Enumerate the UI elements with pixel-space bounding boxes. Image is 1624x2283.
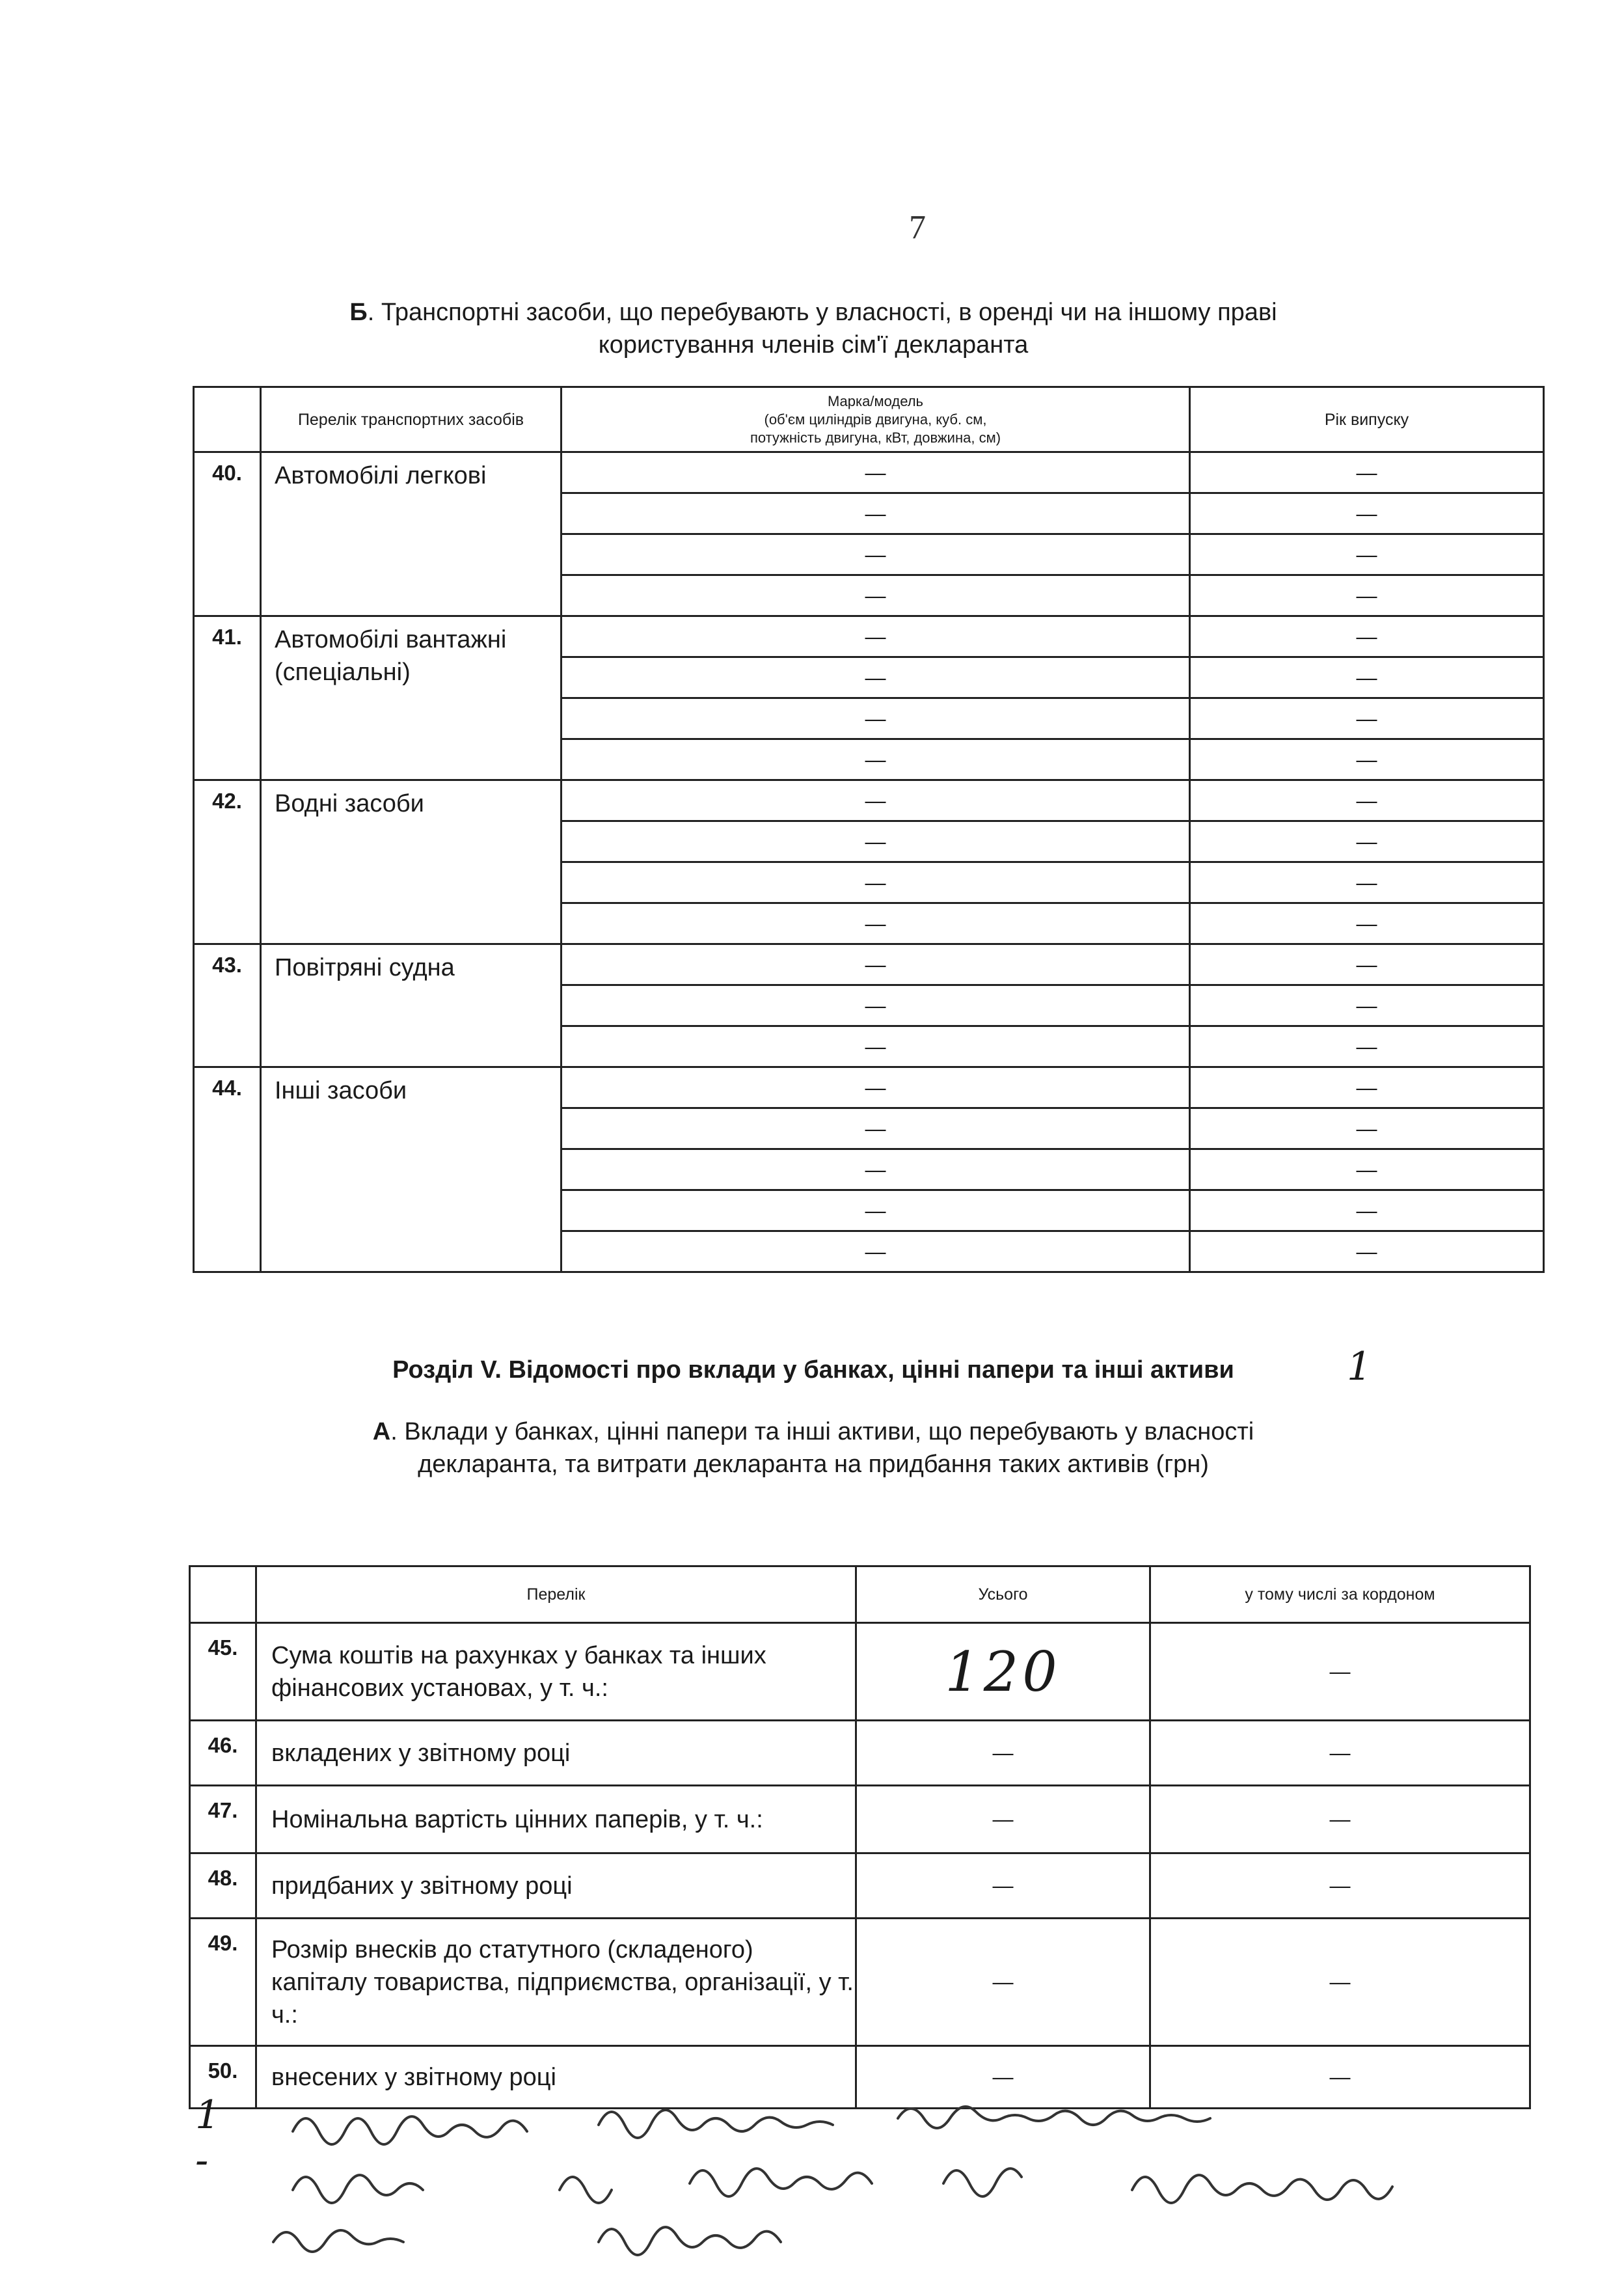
asset-row: [190, 1919, 1530, 2046]
asset-row: [190, 1853, 1530, 1919]
asset-total-cell: —: [856, 2046, 1150, 2109]
section-v-title: Розділ V. Відомості про вклади у банках, цінні папери та інші активи: [392, 1356, 1234, 1384]
row-number: 45.: [190, 1623, 256, 1721]
page-number: 7: [909, 209, 926, 246]
vehicle-year-cell: —: [1190, 1190, 1544, 1231]
header-asset-list: Перелік: [256, 1566, 856, 1623]
vehicle-model-cell: —: [562, 1067, 1190, 1108]
section-b-letter: Б: [349, 299, 368, 326]
asset-total-cell: —: [856, 1919, 1150, 2046]
vehicle-model-cell: —: [562, 821, 1190, 862]
header-model: [562, 387, 1190, 452]
asset-row: [190, 1623, 1530, 1721]
header-vehicle-list: Перелік транспортних засобів: [261, 387, 562, 452]
vehicle-year-cell: —: [1190, 739, 1544, 780]
vehicle-model-cell: —: [562, 698, 1190, 739]
vehicle-year-cell: —: [1190, 1108, 1544, 1149]
asset-total-cell: [856, 1623, 1150, 1721]
asset-row: [190, 1721, 1530, 1786]
asset-name: Сума коштів на рахунках у банках та інших фінансових установах, у т. ч.:: [256, 1623, 856, 1721]
assets-table-header: [190, 1566, 1530, 1623]
vehicle-model-cell: —: [562, 616, 1190, 657]
vehicle-year-cell: —: [1190, 985, 1544, 1026]
vehicle-year-cell: —: [1190, 493, 1544, 534]
section-b-title-line2: користування членів сім'ї декларанта: [598, 331, 1029, 359]
asset-total-cell: —: [856, 1721, 1150, 1786]
vehicle-model-cell: —: [562, 493, 1190, 534]
handwritten-footnote-marker: 1 -: [195, 2092, 221, 2183]
vehicle-year-cell: —: [1190, 452, 1544, 493]
vehicle-model-cell: —: [562, 985, 1190, 1026]
header-model-line3: потужність двигуна, кВт, довжина, см): [750, 429, 1001, 446]
vehicle-category: Автомобілі легкові: [261, 452, 562, 616]
vehicle-year-cell: —: [1190, 903, 1544, 944]
row-number: 50.: [190, 2046, 256, 2109]
vehicle-model-cell: —: [562, 1108, 1190, 1149]
section-b-heading: [195, 296, 1431, 361]
vehicle-year-cell: —: [1190, 1149, 1544, 1190]
handwriting-scribble-icon: [195, 2092, 1614, 2275]
vehicle-row: [194, 452, 1544, 493]
row-number: 46.: [190, 1721, 256, 1786]
vehicle-category: Повітряні судна: [261, 944, 562, 1067]
vehicle-category: Автомобілі вантажні (спеціальні): [261, 616, 562, 780]
vehicle-model-cell: —: [562, 1149, 1190, 1190]
row-number: 42.: [194, 780, 261, 944]
vehicle-model-cell: —: [562, 862, 1190, 903]
header-abroad: у тому числі за кордоном: [1150, 1566, 1530, 1623]
asset-abroad-cell: —: [1150, 1853, 1530, 1919]
asset-abroad-cell: —: [1150, 1919, 1530, 2046]
vehicles-table-header: [194, 387, 1544, 452]
vehicle-year-cell: —: [1190, 944, 1544, 985]
vehicle-year-cell: —: [1190, 780, 1544, 821]
vehicle-model-cell: —: [562, 452, 1190, 493]
section-a-title: . Вклади у банках, цінні папери та інші активи, що перебувають у власності: [390, 1418, 1254, 1445]
asset-abroad-cell: —: [1150, 1786, 1530, 1853]
asset-name: вкладених у звітному році: [256, 1721, 856, 1786]
asset-abroad-cell: —: [1150, 2046, 1530, 2109]
section-a-letter: А: [372, 1418, 391, 1445]
row-number: 41.: [194, 616, 261, 780]
header-model-line2: (об'єм циліндрів двигуна, куб. см,: [764, 411, 987, 428]
header-total: Усього: [856, 1566, 1150, 1623]
vehicle-model-cell: —: [562, 903, 1190, 944]
vehicle-year-cell: —: [1190, 616, 1544, 657]
vehicles-table: [193, 386, 1545, 1273]
section-v-heading: [195, 1354, 1431, 1386]
handwritten-amount: 120: [945, 1639, 1061, 1704]
assets-table-body: [190, 1623, 1530, 2109]
assets-table: [189, 1565, 1531, 2109]
vehicle-row: [194, 616, 1544, 657]
vehicle-model-cell: —: [562, 575, 1190, 616]
vehicles-table-body: [194, 452, 1544, 1272]
vehicle-model-cell: —: [562, 1026, 1190, 1067]
asset-name: придбаних у звітному році: [256, 1853, 856, 1919]
row-number: 40.: [194, 452, 261, 616]
vehicle-row: [194, 1067, 1544, 1108]
header-model-line1: Марка/модель: [827, 392, 924, 409]
section-a-heading: [195, 1415, 1431, 1481]
row-number: 49.: [190, 1919, 256, 2046]
asset-total-cell: —: [856, 1853, 1150, 1919]
asset-row: [190, 1786, 1530, 1853]
section-a-title-line2: декларанта, та витрати декларанта на придбання таких активів (грн): [418, 1451, 1209, 1478]
vehicle-year-cell: —: [1190, 862, 1544, 903]
row-number: 44.: [194, 1067, 261, 1272]
vehicle-year-cell: —: [1190, 1067, 1544, 1108]
vehicle-category: Водні засоби: [261, 780, 562, 944]
asset-name: внесених у звітному році: [256, 2046, 856, 2109]
vehicle-year-cell: —: [1190, 1026, 1544, 1067]
vehicle-year-cell: —: [1190, 821, 1544, 862]
row-number: 43.: [194, 944, 261, 1067]
vehicle-year-cell: —: [1190, 575, 1544, 616]
vehicle-model-cell: —: [562, 1231, 1190, 1272]
header-year: Рік випуску: [1190, 387, 1544, 452]
vehicle-model-cell: —: [562, 780, 1190, 821]
vehicle-model-cell: —: [562, 657, 1190, 698]
vehicle-model-cell: —: [562, 944, 1190, 985]
header-empty-cell: [194, 387, 261, 452]
row-number: 48.: [190, 1853, 256, 1919]
asset-name: Розмір внесків до статутного (складеного) капіталу товариства, підприємства, організації, у т. ч.:: [256, 1919, 856, 2046]
vehicle-year-cell: —: [1190, 698, 1544, 739]
vehicle-year-cell: —: [1190, 534, 1544, 575]
asset-abroad-cell: —: [1150, 1623, 1530, 1721]
vehicle-year-cell: —: [1190, 657, 1544, 698]
vehicle-category: Інші засоби: [261, 1067, 562, 1272]
vehicle-row: [194, 780, 1544, 821]
vehicle-year-cell: —: [1190, 1231, 1544, 1272]
vehicle-model-cell: —: [562, 534, 1190, 575]
vehicle-model-cell: —: [562, 739, 1190, 780]
section-b-title: . Транспортні засоби, що перебувають у власності, в оренді чи на іншому праві: [367, 299, 1277, 326]
handwritten-footnote-mark: 1: [1347, 1344, 1372, 1389]
vehicle-row: [194, 944, 1544, 985]
vehicle-model-cell: —: [562, 1190, 1190, 1231]
asset-total-cell: —: [856, 1786, 1150, 1853]
asset-name: Номінальна вартість цінних паперів, у т. ч.:: [256, 1786, 856, 1853]
header-empty-cell: [190, 1566, 256, 1623]
asset-abroad-cell: —: [1150, 1721, 1530, 1786]
row-number: 47.: [190, 1786, 256, 1853]
